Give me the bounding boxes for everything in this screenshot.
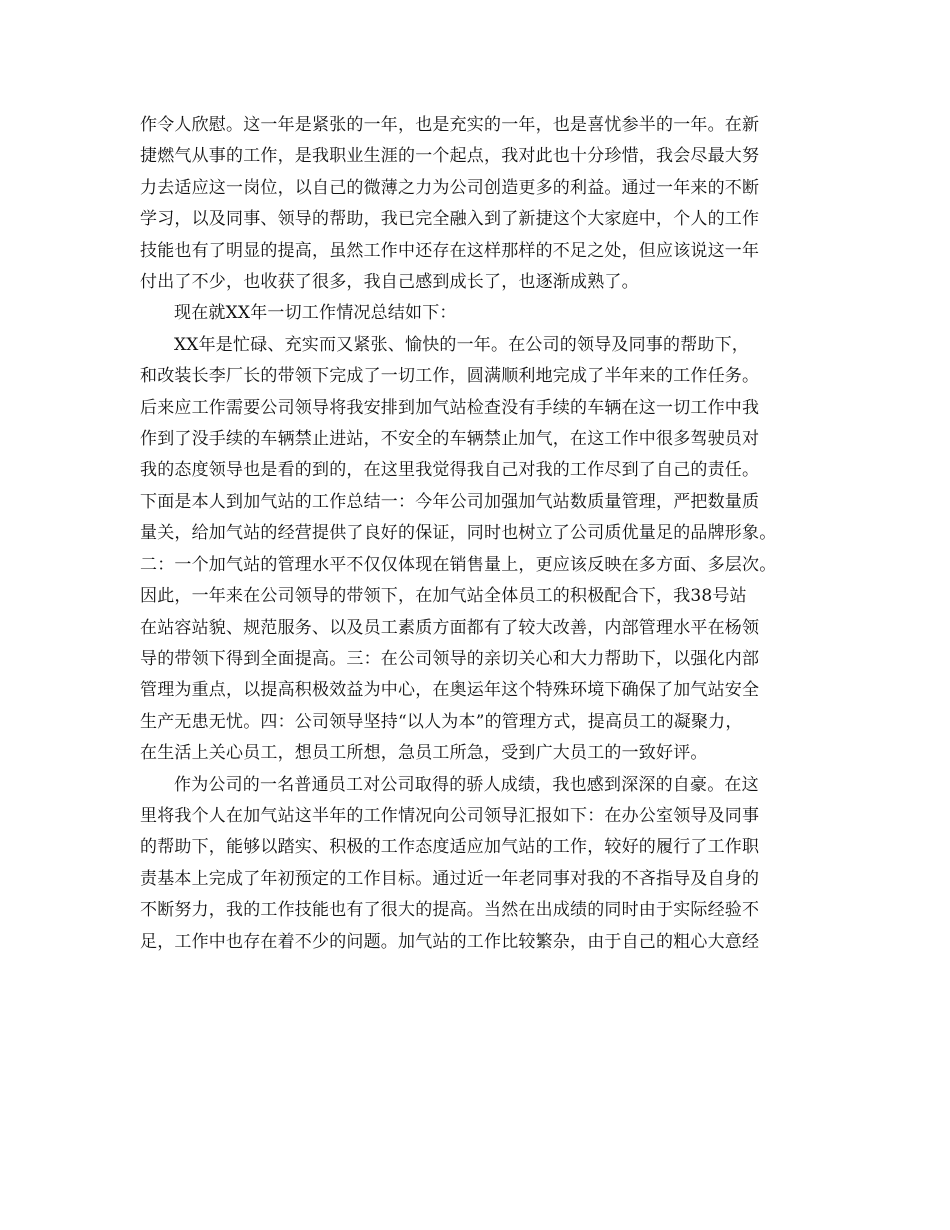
text-line: 作为公司的一名普通员工对公司取得的骄人成绩，我也感到深深的自豪。在这 [174,774,759,795]
text-line: 在站容站貌、规范服务、以及员工素质方面都有了较大改善，内部管理水平在杨领 [140,617,760,638]
text-line: 因此，一年来在公司领导的带领下，在加气站全体员工的积极配合下，我38号站 [140,586,747,607]
text-line: 足，工作中也存在着不少的问题。加气站的工作比较繁杂，由于自己的粗心大意经 [140,931,760,952]
text-line: 生产无患无忧。四：公司领导坚持“以人为本”的管理方式，提高员工的凝聚力， [140,711,743,732]
document-body [140,110,810,958]
text-line: 下面是本人到加气站的工作总结一：今年公司加强加气站数质量管理，严把数量质 [140,491,760,512]
text-line: 里将我个人在加气站这半年的工作情况向公司领导汇报如下：在办公室领导及同事 [140,805,760,826]
text-line: 学习，以及同事、领导的帮助，我已完全融入到了新捷这个大家庭中，个人的工作 [140,209,760,230]
text-line: 后来应工作需要公司领导将我安排到加气站检查没有手续的车辆在这一切工作中我 [140,397,760,418]
text-line: 力去适应这一岗位，以自己的微薄之力为公司创造更多的利益。通过一年来的不断 [140,177,760,198]
text-line: 捷燃气从事的工作，是我职业生涯的一个起点，我对此也十分珍惜，我会尽最大努 [140,146,760,167]
text-line: 管理为重点，以提高积极效益为中心，在奥运年这个特殊环境下确保了加气站安全 [140,680,760,701]
text-line: 导的带领下得到全面提高。三：在公司领导的亲切关心和大力帮助下，以强化内部 [140,648,760,669]
text-line: 责基本上完成了年初预定的工作目标。通过近一年老同事对我的不吝指导及自身的 [140,868,760,889]
text-line: 作到了没手续的车辆禁止进站，不安全的车辆禁止加气，在这工作中很多驾驶员对 [140,429,760,450]
text-line: 现在就XX年一切工作情况总结如下： [174,303,457,324]
text-line: XX年是忙碌、充实而又紧张、愉快的一年。在公司的领导及同事的帮助下， [174,334,750,355]
text-line: 的帮助下，能够以踏实、积极的工作态度适应加气站的工作，较好的履行了工作职 [140,837,760,858]
text-line: 付出了不少，也收获了很多，我自己感到成长了，也逐渐成熟了。 [140,272,639,293]
text-line: 和改装长李厂长的带领下完成了一切工作，圆满顺利地完成了半年来的工作任务。 [140,366,760,387]
text-line: 我的态度领导也是看的到的，在这里我觉得我自己对我的工作尽到了自己的责任。 [140,460,760,481]
text-line: 二：一个加气站的管理水平不仅仅体现在销售量上，更应该反映在多方面、多层次。 [140,554,777,575]
text-line: 作令人欣慰。这一年是紧张的一年，也是充实的一年，也是喜忧参半的一年。在新 [140,115,760,135]
text-line: 不断努力，我的工作技能也有了很大的提高。当然在出成绩的同时由于实际经验不 [140,900,760,921]
text-line: 量关，给加气站的经营提供了良好的保证，同时也树立了公司质优量足的品牌形象。 [140,523,777,544]
text-line: 技能也有了明显的提高，虽然工作中还存在这样那样的不足之处，但应该说这一年 [140,240,760,261]
text-line: 在生活上关心员工，想员工所想，急员工所急，受到广大员工的一致好评。 [140,743,708,764]
